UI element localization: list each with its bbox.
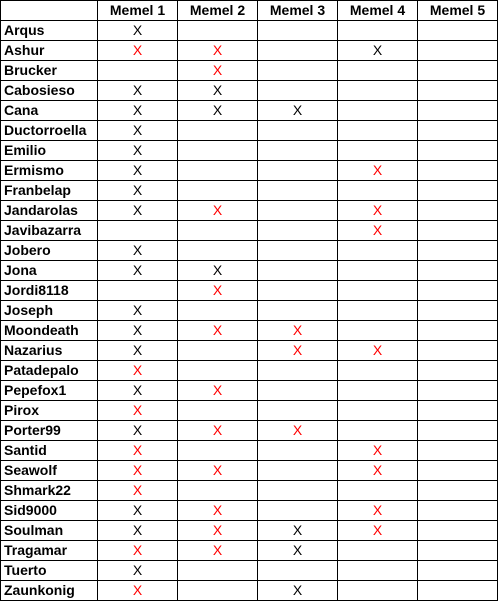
mark-cell-memel-1: X — [98, 201, 178, 221]
column-header-memel-1: Memel 1 — [98, 1, 178, 21]
mark-cell-memel-3 — [258, 301, 338, 321]
mark-cell-memel-1: X — [98, 541, 178, 561]
mark-cell-memel-3: X — [258, 521, 338, 541]
mark-cell-memel-3 — [258, 201, 338, 221]
mark-cell-memel-1: X — [98, 481, 178, 501]
mark-cell-memel-3 — [258, 361, 338, 381]
player-name-cell: Pepefox1 — [1, 381, 98, 401]
mark-cell-memel-5 — [418, 241, 498, 261]
mark-cell-memel-2 — [178, 181, 258, 201]
mark-cell-memel-1: X — [98, 121, 178, 141]
player-name-cell: Patadepalo — [1, 361, 98, 381]
player-name-cell: Shmark22 — [1, 481, 98, 501]
player-name-cell: Pirox — [1, 401, 98, 421]
mark-cell-memel-5 — [418, 341, 498, 361]
mark-cell-memel-4 — [338, 401, 418, 421]
mark-cell-memel-2 — [178, 581, 258, 601]
player-name-cell: Jandarolas — [1, 201, 98, 221]
player-name-cell: Soulman — [1, 521, 98, 541]
mark-cell-memel-2 — [178, 341, 258, 361]
mark-cell-memel-4 — [338, 421, 418, 441]
player-name-cell: Tragamar — [1, 541, 98, 561]
mark-cell-memel-4: X — [338, 461, 418, 481]
table-row — [1, 181, 498, 201]
mark-cell-memel-5 — [418, 181, 498, 201]
mark-cell-memel-4 — [338, 301, 418, 321]
mark-cell-memel-1: X — [98, 421, 178, 441]
mark-cell-memel-4 — [338, 61, 418, 81]
mark-cell-memel-1: X — [98, 561, 178, 581]
mark-cell-memel-2 — [178, 141, 258, 161]
mark-cell-memel-4: X — [338, 521, 418, 541]
mark-cell-memel-5 — [418, 161, 498, 181]
mark-cell-memel-1: X — [98, 441, 178, 461]
mark-cell-memel-3 — [258, 241, 338, 261]
mark-cell-memel-3 — [258, 401, 338, 421]
table-row — [1, 41, 498, 61]
mark-cell-memel-4 — [338, 101, 418, 121]
mark-cell-memel-3 — [258, 41, 338, 61]
mark-cell-memel-4 — [338, 361, 418, 381]
mark-cell-memel-3 — [258, 281, 338, 301]
mark-cell-memel-2: X — [178, 321, 258, 341]
player-name-cell: Ermismo — [1, 161, 98, 181]
mark-cell-memel-5 — [418, 361, 498, 381]
mark-cell-memel-4: X — [338, 161, 418, 181]
mark-cell-memel-3: X — [258, 581, 338, 601]
mark-cell-memel-2 — [178, 481, 258, 501]
mark-cell-memel-5 — [418, 281, 498, 301]
mark-cell-memel-3 — [258, 501, 338, 521]
mark-cell-memel-3 — [258, 261, 338, 281]
mark-cell-memel-4 — [338, 321, 418, 341]
player-name-cell: Santid — [1, 441, 98, 461]
mark-cell-memel-3: X — [258, 101, 338, 121]
mark-cell-memel-2: X — [178, 201, 258, 221]
player-name-cell: Jobero — [1, 241, 98, 261]
mark-cell-memel-2 — [178, 121, 258, 141]
player-name-cell: Ductorroella — [1, 121, 98, 141]
mark-cell-memel-2: X — [178, 501, 258, 521]
mark-cell-memel-5 — [418, 441, 498, 461]
mark-cell-memel-3 — [258, 481, 338, 501]
mark-cell-memel-5 — [418, 201, 498, 221]
table-row — [1, 401, 498, 421]
column-header-memel-3: Memel 3 — [258, 1, 338, 21]
table-row — [1, 201, 498, 221]
mark-cell-memel-5 — [418, 81, 498, 101]
mark-cell-memel-1: X — [98, 241, 178, 261]
column-header-memel-2: Memel 2 — [178, 1, 258, 21]
table-body — [1, 21, 498, 601]
table-row — [1, 441, 498, 461]
mark-cell-memel-1 — [98, 61, 178, 81]
mark-cell-memel-3: X — [258, 541, 338, 561]
table-row — [1, 121, 498, 141]
player-name-cell: Porter99 — [1, 421, 98, 441]
mark-cell-memel-2 — [178, 241, 258, 261]
mark-cell-memel-5 — [418, 141, 498, 161]
mark-cell-memel-4 — [338, 481, 418, 501]
player-name-cell: Tuerto — [1, 561, 98, 581]
mark-cell-memel-5 — [418, 541, 498, 561]
mark-cell-memel-5 — [418, 61, 498, 81]
mark-cell-memel-1: X — [98, 81, 178, 101]
mark-cell-memel-5 — [418, 121, 498, 141]
table-row — [1, 101, 498, 121]
table-row — [1, 541, 498, 561]
mark-cell-memel-3: X — [258, 321, 338, 341]
table-row — [1, 261, 498, 281]
table-row — [1, 501, 498, 521]
mark-cell-memel-4: X — [338, 441, 418, 461]
mark-cell-memel-2: X — [178, 41, 258, 61]
table-row — [1, 461, 498, 481]
mark-cell-memel-4 — [338, 121, 418, 141]
table-row — [1, 481, 498, 501]
mark-cell-memel-4 — [338, 281, 418, 301]
mark-cell-memel-2 — [178, 21, 258, 41]
header-row — [1, 1, 498, 21]
table-row — [1, 581, 498, 601]
mark-cell-memel-2: X — [178, 261, 258, 281]
player-name-cell: Ashur — [1, 41, 98, 61]
table-row — [1, 561, 498, 581]
mark-cell-memel-2 — [178, 401, 258, 421]
player-name-cell: Nazarius — [1, 341, 98, 361]
table-row — [1, 81, 498, 101]
mark-cell-memel-1: X — [98, 361, 178, 381]
table-row — [1, 301, 498, 321]
mark-cell-memel-5 — [418, 101, 498, 121]
table-row — [1, 241, 498, 261]
mark-cell-memel-2: X — [178, 521, 258, 541]
mark-cell-memel-3: X — [258, 341, 338, 361]
mark-cell-memel-5 — [418, 421, 498, 441]
mark-cell-memel-5 — [418, 521, 498, 541]
table-row — [1, 221, 498, 241]
mark-cell-memel-2 — [178, 301, 258, 321]
mark-cell-memel-3 — [258, 221, 338, 241]
mark-cell-memel-2: X — [178, 421, 258, 441]
mark-cell-memel-5 — [418, 21, 498, 41]
mark-cell-memel-2 — [178, 361, 258, 381]
mark-cell-memel-2 — [178, 161, 258, 181]
player-name-cell: Zaunkonig — [1, 581, 98, 601]
table-row — [1, 381, 498, 401]
table-row — [1, 141, 498, 161]
table-row — [1, 521, 498, 541]
mark-cell-memel-1: X — [98, 581, 178, 601]
mark-cell-memel-5 — [418, 221, 498, 241]
mark-cell-memel-2: X — [178, 461, 258, 481]
mark-cell-memel-5 — [418, 381, 498, 401]
mark-cell-memel-3 — [258, 181, 338, 201]
player-name-cell: Joseph — [1, 301, 98, 321]
mark-cell-memel-4 — [338, 381, 418, 401]
mark-cell-memel-1: X — [98, 41, 178, 61]
mark-cell-memel-3 — [258, 61, 338, 81]
mark-cell-memel-5 — [418, 501, 498, 521]
mark-cell-memel-3 — [258, 461, 338, 481]
player-name-cell: Moondeath — [1, 321, 98, 341]
mark-cell-memel-2 — [178, 221, 258, 241]
mark-cell-memel-1: X — [98, 321, 178, 341]
mark-cell-memel-5 — [418, 401, 498, 421]
mark-cell-memel-4 — [338, 81, 418, 101]
mark-cell-memel-4 — [338, 241, 418, 261]
mark-cell-memel-3 — [258, 81, 338, 101]
header-corner-cell — [1, 1, 98, 21]
mark-cell-memel-1 — [98, 281, 178, 301]
mark-cell-memel-3: X — [258, 421, 338, 441]
mark-cell-memel-1: X — [98, 501, 178, 521]
mark-cell-memel-1: X — [98, 141, 178, 161]
mark-cell-memel-5 — [418, 561, 498, 581]
mark-cell-memel-3 — [258, 381, 338, 401]
table-row — [1, 281, 498, 301]
mark-cell-memel-1: X — [98, 181, 178, 201]
mark-cell-memel-2: X — [178, 61, 258, 81]
mark-cell-memel-1: X — [98, 261, 178, 281]
mark-cell-memel-1: X — [98, 381, 178, 401]
player-name-cell: Javibazarra — [1, 221, 98, 241]
table-row — [1, 421, 498, 441]
player-name-cell: Sid9000 — [1, 501, 98, 521]
mark-cell-memel-3 — [258, 561, 338, 581]
mark-cell-memel-5 — [418, 301, 498, 321]
mark-cell-memel-2 — [178, 441, 258, 461]
player-name-cell: Jona — [1, 261, 98, 281]
mark-cell-memel-5 — [418, 41, 498, 61]
mark-cell-memel-3 — [258, 141, 338, 161]
mark-cell-memel-1: X — [98, 301, 178, 321]
player-name-cell: Arqus — [1, 21, 98, 41]
mark-cell-memel-4 — [338, 141, 418, 161]
column-header-memel-5: Memel 5 — [418, 1, 498, 21]
mark-cell-memel-4: X — [338, 201, 418, 221]
mark-cell-memel-5 — [418, 481, 498, 501]
mark-cell-memel-3 — [258, 21, 338, 41]
mark-cell-memel-4: X — [338, 341, 418, 361]
mark-cell-memel-4 — [338, 581, 418, 601]
mark-cell-memel-1: X — [98, 521, 178, 541]
mark-cell-memel-2: X — [178, 381, 258, 401]
player-name-cell: Brucker — [1, 61, 98, 81]
player-name-cell: Cana — [1, 101, 98, 121]
player-name-cell: Emilio — [1, 141, 98, 161]
mark-cell-memel-4 — [338, 561, 418, 581]
mark-cell-memel-5 — [418, 261, 498, 281]
mark-cell-memel-2 — [178, 561, 258, 581]
mark-cell-memel-1: X — [98, 101, 178, 121]
mark-cell-memel-1 — [98, 221, 178, 241]
mark-cell-memel-2: X — [178, 81, 258, 101]
mark-cell-memel-1: X — [98, 21, 178, 41]
mark-cell-memel-2: X — [178, 541, 258, 561]
mark-cell-memel-4: X — [338, 41, 418, 61]
mark-cell-memel-3 — [258, 161, 338, 181]
mark-cell-memel-1: X — [98, 401, 178, 421]
mark-cell-memel-4 — [338, 261, 418, 281]
mark-cell-memel-5 — [418, 581, 498, 601]
player-name-cell: Franbelap — [1, 181, 98, 201]
column-header-memel-4: Memel 4 — [338, 1, 418, 21]
mark-cell-memel-4: X — [338, 221, 418, 241]
mark-cell-memel-4 — [338, 541, 418, 561]
table-row — [1, 321, 498, 341]
mark-cell-memel-1: X — [98, 341, 178, 361]
mark-cell-memel-2: X — [178, 281, 258, 301]
table-row — [1, 21, 498, 41]
mark-cell-memel-1: X — [98, 461, 178, 481]
mark-cell-memel-1: X — [98, 161, 178, 181]
mark-cell-memel-4 — [338, 181, 418, 201]
table-row — [1, 61, 498, 81]
player-name-cell: Jordi8118 — [1, 281, 98, 301]
mark-cell-memel-5 — [418, 321, 498, 341]
mark-cell-memel-4: X — [338, 501, 418, 521]
table-row — [1, 361, 498, 381]
table-row — [1, 341, 498, 361]
table-row — [1, 161, 498, 181]
player-name-cell: Cabosieso — [1, 81, 98, 101]
mark-cell-memel-5 — [418, 461, 498, 481]
mark-cell-memel-3 — [258, 121, 338, 141]
player-name-cell: Seawolf — [1, 461, 98, 481]
mark-cell-memel-3 — [258, 441, 338, 461]
mark-cell-memel-4 — [338, 21, 418, 41]
mark-cell-memel-2: X — [178, 101, 258, 121]
